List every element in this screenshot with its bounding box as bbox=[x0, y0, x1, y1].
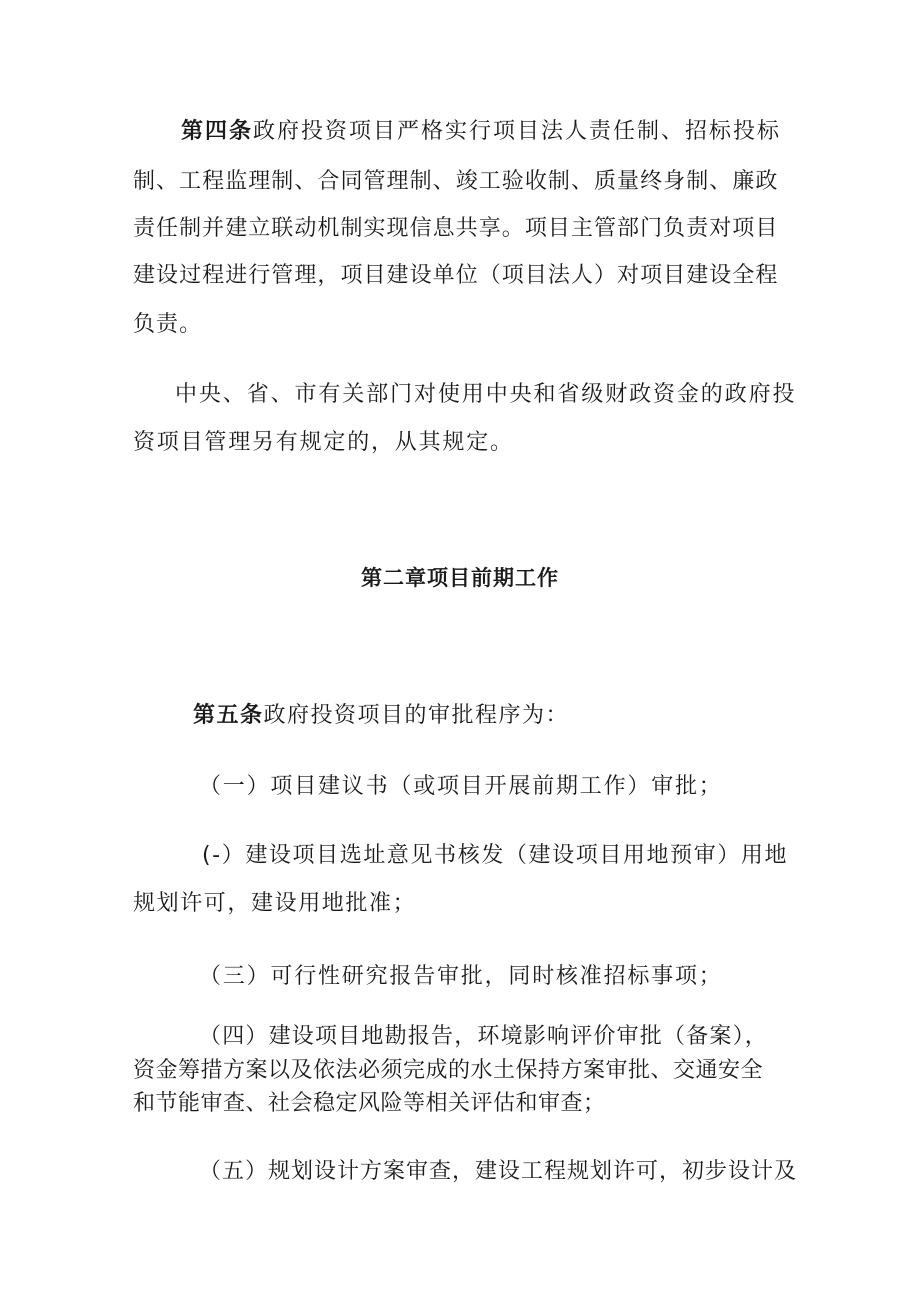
article4-line-5: 负责。 bbox=[133, 312, 203, 337]
article5-item4-line-3: 和节能审查、社会稳定风险等相关评估和审查； bbox=[133, 1091, 606, 1116]
article4-text-1: 政府投资项目严格实行项目法人责任制、招标投标 bbox=[253, 119, 782, 144]
article4-para2-line-1: 中央、省、市有关部门对使用中央和省级财政资金的政府投 bbox=[175, 382, 797, 407]
article5-item4-line-2: 资金筹措方案以及依法必须完成的水土保持方案审批、交通安全 bbox=[133, 1058, 764, 1083]
article4-label: 第四条 bbox=[181, 119, 254, 144]
article5-label: 第五条 bbox=[193, 703, 264, 728]
article4-para2-line-2: 资项目管理另有规定的，从其规定。 bbox=[133, 430, 514, 455]
article5-item2-line-2: 规划许可，建设用地批准； bbox=[133, 891, 417, 916]
article4-line-2: 制、工程监理制、合同管理制、竣工验收制、质量终身制、廉政 bbox=[133, 169, 779, 194]
article4-line-1 bbox=[181, 117, 781, 147]
article5-item1: （一）项目建议书（或项目开展前期工作）审批； bbox=[199, 774, 723, 799]
article5-item3: （三）可行性研究报告审批，同时核准招标事项； bbox=[199, 964, 723, 989]
chapter2-title: 第二章项目前期工作 bbox=[361, 566, 559, 590]
article4-line-3: 责任制并建立联动机制实现信息共享。项目主管部门负责对项目 bbox=[133, 216, 779, 241]
article5-line-1 bbox=[193, 701, 569, 731]
article5-item2-line-1: (-）建设项目选址意见书核发（建设项目用地预审）用地 bbox=[202, 843, 789, 868]
article5-intro: 政府投资项目的审批程序为： bbox=[263, 703, 570, 728]
article5-item5: （五）规划设计方案审查，建设工程规划许可，初步设计及 bbox=[199, 1159, 798, 1184]
article4-line-4: 建设过程进行管理，项目建设单位（项目法人）对项目建设全程 bbox=[133, 263, 779, 288]
article5-item4-line-1: （四）建设项目地勘报告，环境影响评价审批（备案）， bbox=[199, 1024, 769, 1049]
